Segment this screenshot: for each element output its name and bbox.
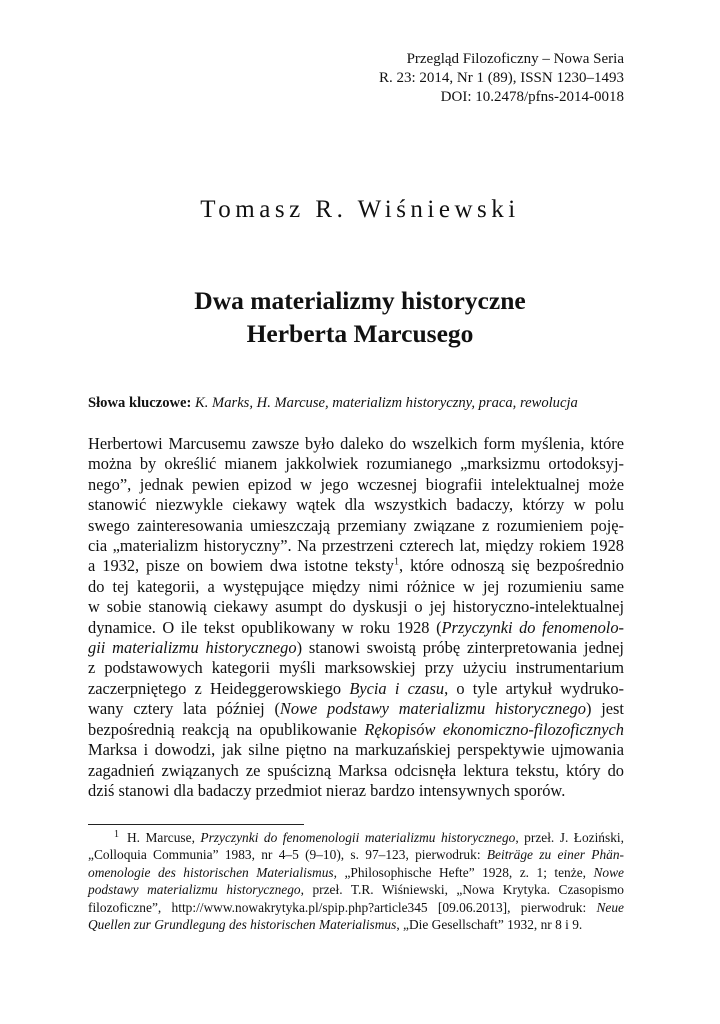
body-line bbox=[88, 699, 624, 719]
footnote-line bbox=[88, 829, 624, 846]
title-line-2: Herberta Marcusego bbox=[246, 319, 474, 348]
body-line: Herbertowi Marcusemu zawsze było daleko do wszelkich form myślenia, które bbox=[88, 434, 624, 453]
work-title: gii materializmu historycznego bbox=[88, 638, 297, 658]
article-title bbox=[0, 284, 720, 350]
body-line: nego”, jednak pewien epizod w jego wczesnej biografii intelektualnej może bbox=[88, 474, 624, 494]
body-text-run: zaczerpniętego z Heideggerowskiego bbox=[88, 678, 350, 698]
journal-name: Przegląd Filozoficzny – Nowa Seria bbox=[406, 51, 624, 67]
body-line: z podstawowych kategorii myśli marksowskiej przy użyciu instrumentarium bbox=[88, 658, 624, 678]
footnote-line bbox=[88, 899, 624, 916]
body-text-run: ) stanowi swoistą próbę zinterpretowania jednej bbox=[296, 638, 624, 658]
work-title: Nowe bbox=[593, 864, 624, 880]
body-paragraph bbox=[88, 434, 624, 801]
footnote-reference[interactable]: 1 bbox=[394, 556, 400, 568]
work-title: Neue bbox=[596, 899, 624, 915]
title-line-1: Dwa materializmy historyczne bbox=[194, 286, 526, 315]
work-title: Quellen zur Grundlegung des historischen Materialismus bbox=[88, 917, 397, 933]
work-title: Nowe podstawy materializmu historycznego bbox=[279, 699, 586, 719]
footnote-line bbox=[88, 846, 624, 863]
work-title: Przyczynki do fenomenologii materializmu historycznego bbox=[200, 830, 516, 845]
body-line bbox=[88, 556, 624, 576]
footnote bbox=[88, 829, 624, 933]
footnote-line bbox=[88, 881, 624, 898]
body-text-run: , o tyle artykuł wydruko- bbox=[444, 678, 624, 698]
body-line bbox=[88, 720, 624, 740]
body-text-run: wany cztery lata później ( bbox=[88, 699, 280, 719]
body-text-run: dynamice. O ile tekst opublikowany w roku 1928 ( bbox=[88, 617, 442, 637]
body-line: dziś stanowi dla badaczy przedmiot nieraz bardzo intensywnych sporów. bbox=[88, 780, 566, 800]
body-line: cia „materializm historyczny”. Na przestrzeni czterech lat, między rokiem 1928 bbox=[88, 536, 624, 556]
work-title: podstawy materializmu historycznego bbox=[88, 882, 301, 898]
footnote-divider bbox=[88, 824, 304, 825]
work-title: Rękopisów ekonomiczno-filozoficznych bbox=[364, 719, 624, 739]
body-line bbox=[88, 638, 624, 658]
footnote-url-text: filozoficzne”, http://www.nowakrytyka.pl/spip.php?article345 [09.06.2013], pierwodruk: bbox=[88, 899, 597, 915]
work-title: Bycia i czasu bbox=[349, 678, 445, 698]
footnote-text-run: H. Marcuse, bbox=[127, 830, 201, 845]
body-line: stanowić niezwykle ciekawy wątek dla wszystkich badaczy, którzy w polu bbox=[88, 495, 624, 515]
journal-issue: R. 23: 2014, Nr 1 (89), ISSN 1230–1493 bbox=[378, 70, 624, 86]
body-text-run: ) jest bbox=[586, 699, 624, 719]
body-line: Marksa i dowodzi, jak silne piętno na markuzańskiej perspektywie ujmowania bbox=[88, 740, 624, 760]
work-title: Przyczynki do fenomenolo- bbox=[441, 617, 625, 637]
body-text-run: , które odnoszą się bezpośrednio bbox=[399, 556, 624, 576]
keywords-list: K. Marks, H. Marcuse, materializm historyczny, praca, rewolucja bbox=[195, 395, 578, 411]
body-line: można by określić mianem jakkolwiek rozumianego „marksizmu ortodoksyj- bbox=[88, 454, 624, 474]
keywords-label: Słowa kluczowe: bbox=[88, 395, 192, 411]
footnote-text-run: , „Philosophische Hefte” 1928, z. 1; tenże, bbox=[333, 864, 594, 880]
footnote-text-run: , przeł. T.R. Wiśniewski, „Nowa Krytyka. Czasopismo bbox=[300, 882, 624, 898]
body-text-run: a 1932, pisze on bowiem dwa istotne teksty bbox=[88, 556, 395, 576]
footnote-text-run: „Colloquia Communia” 1983, nr 4–5 (9–10), s. 97–123, pierwodruk: bbox=[88, 847, 487, 863]
footnote-mark: 1 bbox=[114, 828, 119, 840]
work-title: Beiträge zu einer Phän- bbox=[486, 847, 625, 863]
author-name: Tomasz R. Wiśniewski bbox=[200, 196, 520, 223]
footnote-text-run: , przeł. J. Łoziński, bbox=[515, 830, 624, 845]
body-text-run: bezpośrednią reakcją na opublikowanie bbox=[88, 719, 365, 739]
footnote-text-run: , „Die Gesellschaft” 1932, nr 8 i 9. bbox=[396, 917, 583, 933]
body-line: do tej kategorii, a występujące między nimi różnice w jej rozumieniu same bbox=[88, 576, 624, 596]
body-line: zagadnień związanych ze spuścizną Marksa odcisnęła lektura tekstu, który do bbox=[88, 760, 624, 780]
journal-doi: DOI: 10.2478/pfns-2014-0018 bbox=[440, 89, 624, 105]
footnote-line bbox=[88, 916, 624, 933]
body-line bbox=[88, 679, 624, 699]
work-title: omenologie des historischen Materialismus bbox=[88, 864, 334, 880]
keywords bbox=[88, 395, 578, 412]
journal-header bbox=[379, 50, 624, 107]
body-line bbox=[88, 618, 624, 638]
footnote-line bbox=[88, 864, 624, 881]
body-line: w sobie stanowią ciekawy asumpt do dyskusji o jej historyczno-intelektualnej bbox=[88, 597, 624, 617]
body-line: swego zainteresowania umieszczają przemiany związane z rozumieniem poję- bbox=[88, 515, 624, 535]
